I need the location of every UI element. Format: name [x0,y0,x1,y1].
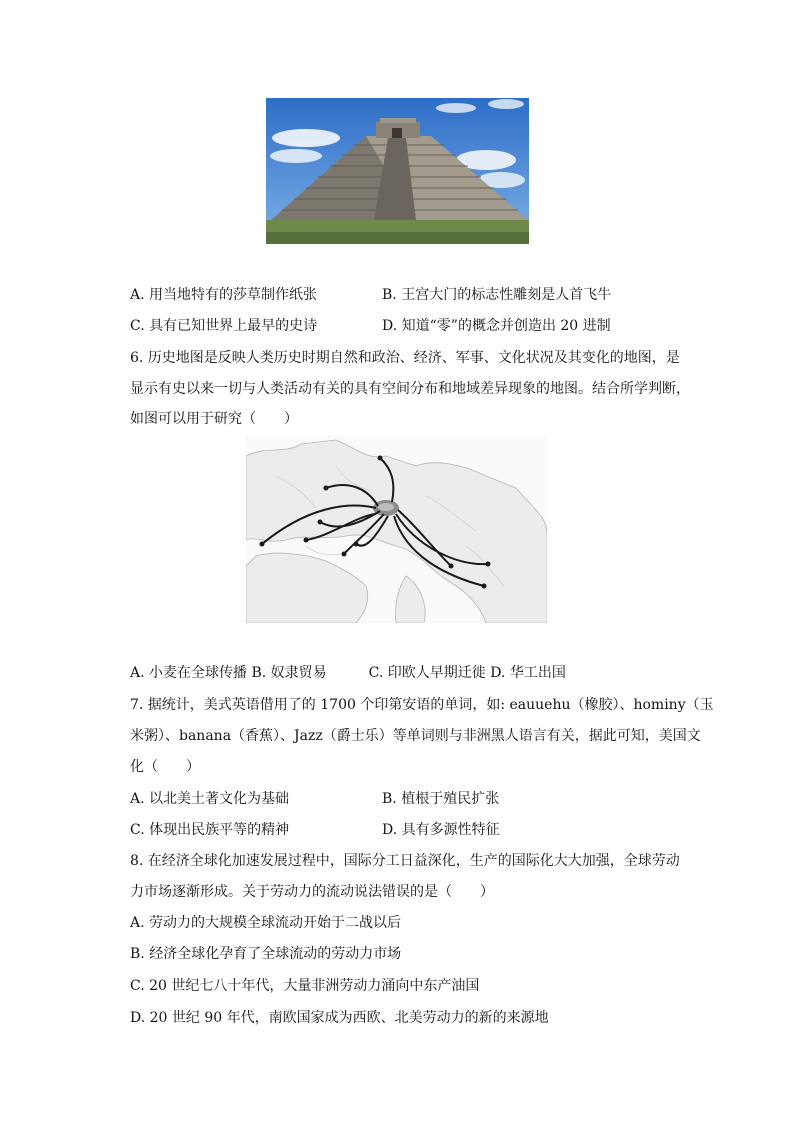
q5-option-a[interactable]: A. 用当地特有的莎草制作纸张 [130,287,318,303]
q5-options-row-1 [130,285,612,305]
q6-options[interactable]: A. 小麦在全球传播 B. 奴隶贸易 C. 印欧人早期迁徙 D. 华工出国 [130,665,566,681]
q8-option-c[interactable]: C. 20 世纪七八十年代，大量非洲劳动力涌向中东产油国 [130,978,480,994]
q6-stem-line-1: 6. 历史地图是反映人类历史时期自然和政治、经济、军事、文化状况及其变化的地图，是 [130,350,680,366]
q7-option-d[interactable]: D. 具有多源性特征 [382,822,500,838]
q7-stem-line-3: 化（ ） [130,759,200,775]
q8-option-d[interactable]: D. 20 世纪 90 年代，南欧国家成为西欧、北美劳动力的新的来源地 [130,1010,549,1026]
q8-stem-line-2: 力市场逐渐形成。关于劳动力的流动说法错误的是（ ） [130,884,494,900]
migration-map [246,436,547,623]
q5-option-d[interactable]: D. 知道“零”的概念并创造出 20 进制 [382,318,611,334]
q7-option-b[interactable]: B. 植根于殖民扩张 [382,791,500,807]
q8-option-a[interactable]: A. 劳动力的大规模全球流动开始于二战以后 [130,915,402,931]
q5-option-b[interactable]: B. 王宫大门的标志性雕刻是人首飞牛 [382,287,612,303]
q5-options-row-2 [130,316,611,336]
q7-option-c[interactable]: C. 体现出民族平等的精神 [130,822,290,838]
q5-option-c[interactable]: C. 具有已知世界上最早的史诗 [130,318,318,334]
q7-options-row-2 [130,820,500,840]
q7-option-a[interactable]: A. 以北美土著文化为基础 [130,791,290,807]
q6-stem-line-2: 显示有史以来一切与人类活动有关的具有空间分布和地域差异现象的地图。结合所学判断， [130,381,690,397]
q7-stem-line-2: 米粥）、banana（香蕉）、Jazz（爵士乐）等单词则与非洲黑人语言有关，据此可知，美国文 [130,728,701,744]
q7-stem-line-1: 7. 据统计，美式英语借用了的 1700 个印第安语的单词，如: eauuehu（橡胶）、hominy（玉 [130,697,714,713]
q6-stem-line-3: 如图可以用于研究（ ） [130,411,298,427]
q7-options-row-1 [130,789,500,809]
pyramid-photo [266,98,529,244]
q8-option-b[interactable]: B. 经济全球化孕育了全球流动的劳动力市场 [130,946,402,962]
q8-stem-line-1: 8. 在经济全球化加速发展过程中，国际分工日益深化，生产的国际化大大加强，全球劳动 [130,853,680,869]
